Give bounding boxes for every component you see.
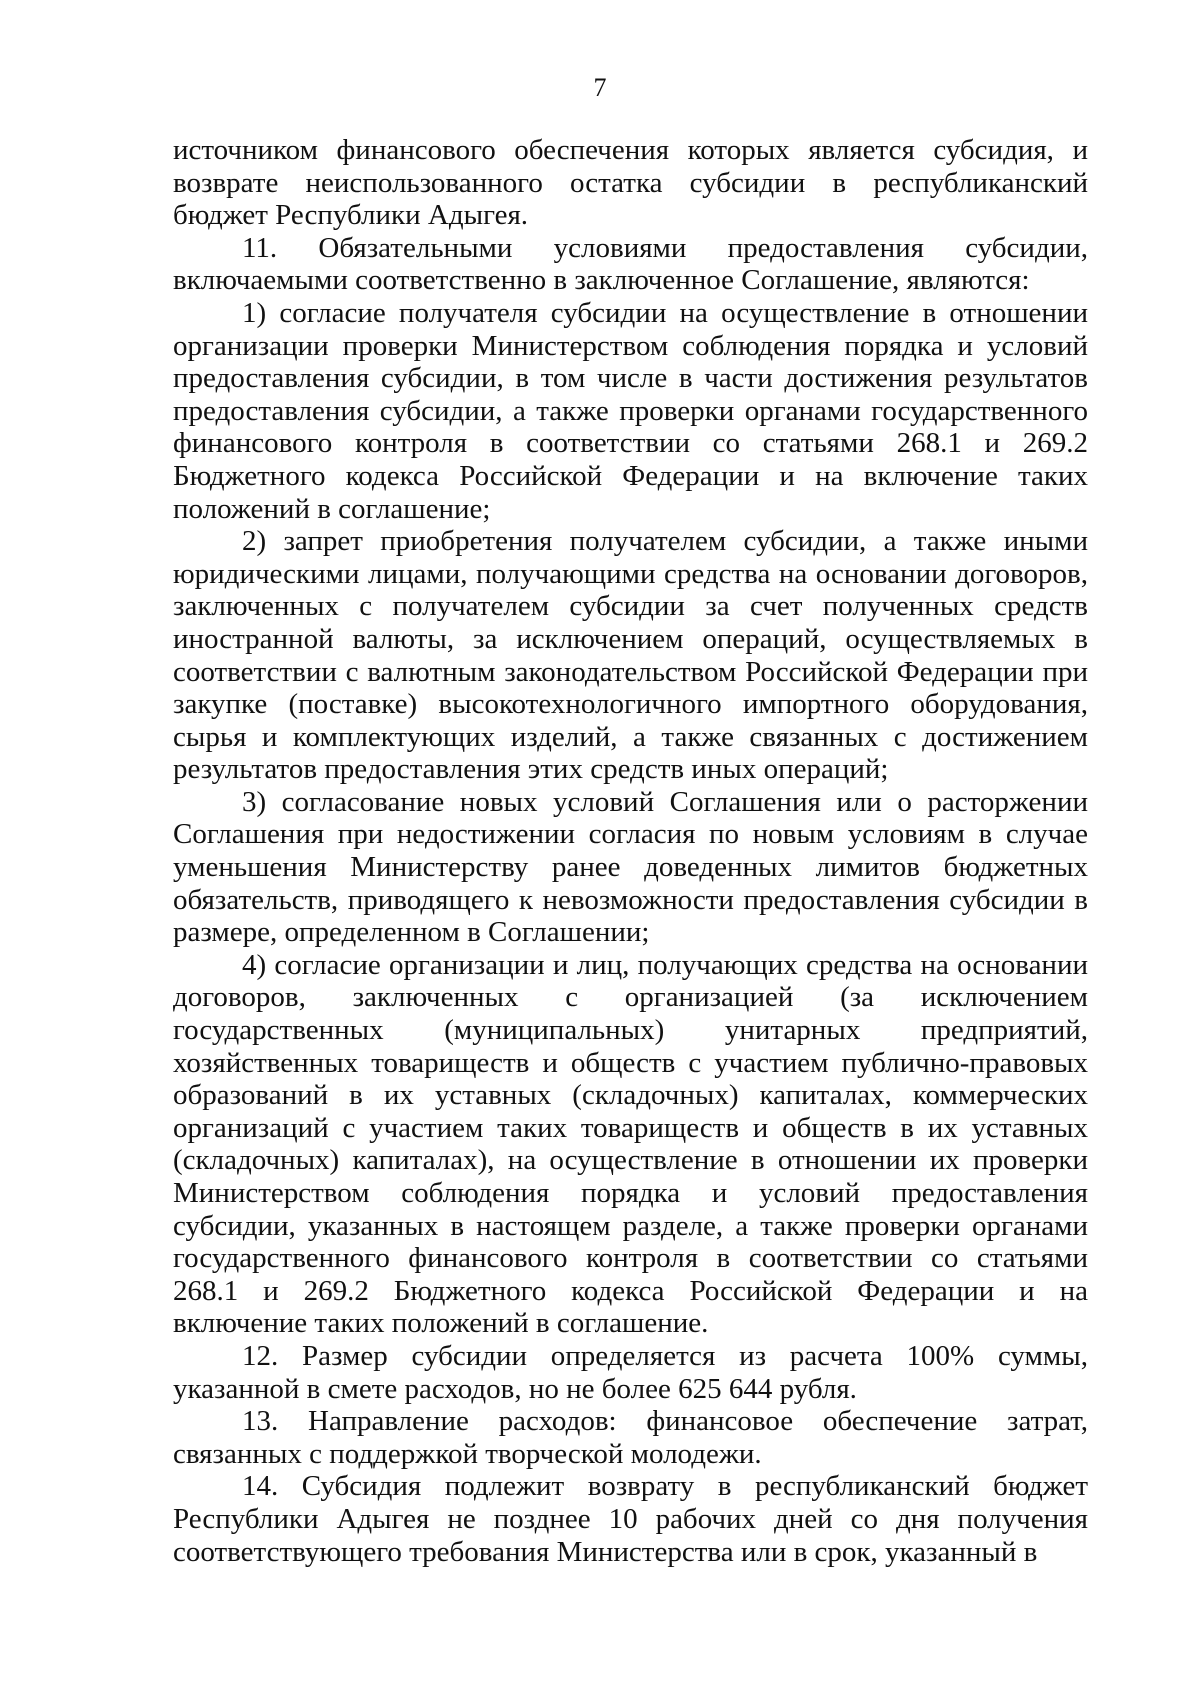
paragraph-item-12: 12. Размер субсидии определяется из расчета 100% суммы, указанной в смете расходов, но не более 625 644 рубля. [173, 1339, 1088, 1405]
paragraph-item-11: 11. Обязательными условиями предоставления субсидии, включаемыми соответственно в заключенное Соглашение, являются: [173, 231, 1088, 297]
paragraph-item-13: 13. Направление расходов: финансовое обеспечение затрат, связанных с поддержкой творческой молодежи. [173, 1405, 1088, 1470]
document-body [173, 134, 1088, 1568]
paragraph-item-14: 14. Субсидия подлежит возврату в республиканский бюджет Республики Адыгея не позднее 10 рабочих дней со дня получения соответствующего требования Министерства или в срок, указанный в [173, 1470, 1088, 1568]
paragraph-subitem-3: 3) согласование новых условий Соглашения или о расторжении Соглашения при недостижении согласия по новым условиям в случае уменьшения Министерству ранее доведенных лимитов бюджетных обязательств, приводящего к невозможности предоставления субсидии в размере, определенном в Соглашении; [173, 785, 1088, 949]
paragraph-subitem-1: 1) согласие получателя субсидии на осуществление в отношении организации проверки Министерством соблюдения порядка и условий предоставления субсидии, в том числе в части достижения результатов предоставления субсидии, а также проверки органами государственного финансового контроля в соответствии со статьями 268.1 и 269.2 Бюджетного кодекса Российской Федерации и на включение таких положений в соглашение; [173, 296, 1088, 525]
paragraph-subitem-2: 2) запрет приобретения получателем субсидии, а также иными юридическими лицами, получающими средства на основании договоров, заключенных с получателем субсидии за счет полученных средств иностранной валюты, за исключением операций, осуществляемых в соответствии с валютным законодательством Российской Федерации при закупке (поставке) высокотехнологичного импортного оборудования, сырья и комплектующих изделий, а также связанных с достижением результатов предоставления этих средств иных операций; [173, 525, 1088, 786]
paragraph-subitem-4: 4) согласие организации и лиц, получающих средства на основании договоров, заключенных с организацией (за исключением государственных (муниципальных) унитарных предприятий, хозяйственных товариществ и обществ с участием публично-правовых образований в их уставных (складочных) капиталах, коммерческих организаций с участием таких товариществ и обществ в их уставных (складочных) капиталах), на осуществление в отношении их проверки Министерством соблюдения порядка и условий предоставления субсидии, указанных в настоящем разделе, а также проверки органами государственного финансового контроля в соответствии со статьями 268.1 и 269.2 Бюджетного кодекса Российской Федерации и на включение таких положений в соглашение. [173, 948, 1088, 1340]
paragraph-continuation: источником финансового обеспечения которых является субсидия, и возврате неиспользованного остатка субсидии в республиканский бюджет Республики Адыгея. [173, 134, 1088, 232]
page-number: 7 [593, 73, 607, 102]
